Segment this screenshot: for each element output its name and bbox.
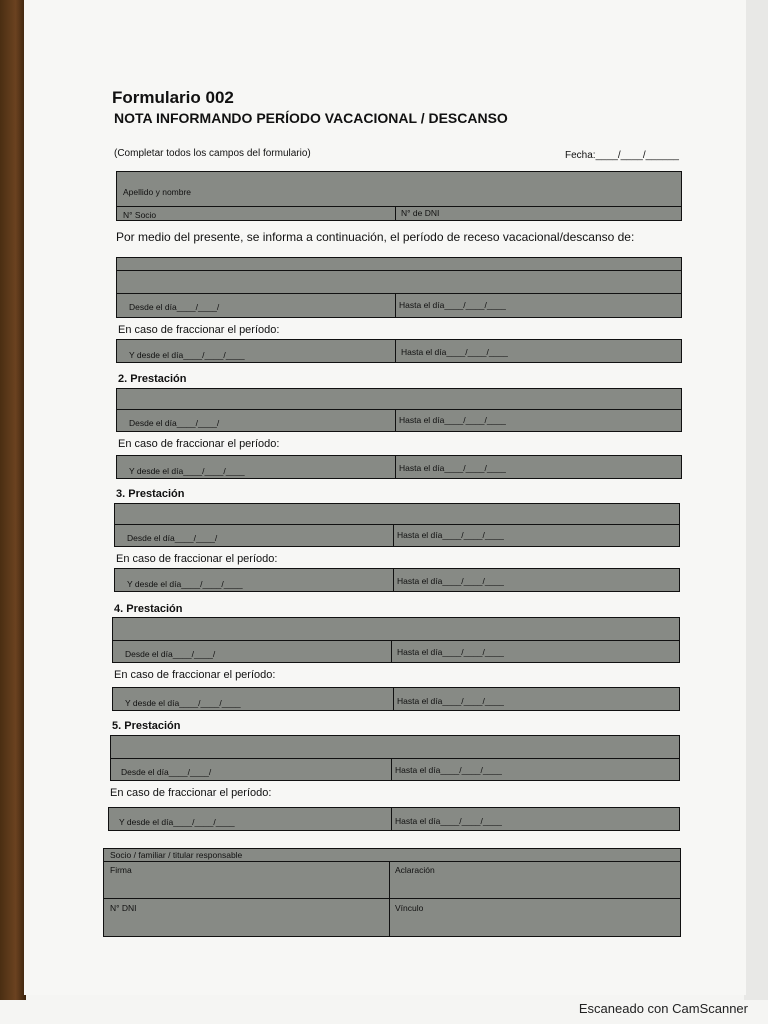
signature-header: Socio / familiar / titular responsable xyxy=(110,850,243,860)
desde-field[interactable]: Desde el día____/____/ xyxy=(121,767,212,777)
column-divider xyxy=(391,758,392,780)
column-divider xyxy=(395,456,396,478)
form-instructions: (Completar todos los campos del formulario) xyxy=(114,148,311,159)
fraccionar-label: En caso de fraccionar el período: xyxy=(118,438,280,450)
hasta-field[interactable]: Hasta el día____/____/____ xyxy=(395,765,502,775)
dni-signature-field[interactable]: N° DNI xyxy=(110,903,137,913)
intro-text: Por medio del presente, se informa a continuación, el período de receso vacacional/descanso de: xyxy=(116,230,635,244)
column-divider xyxy=(395,206,396,220)
prestacion-box xyxy=(112,617,680,663)
fraccionar-label: En caso de fraccionar el período: xyxy=(118,324,280,336)
background-right xyxy=(744,0,768,1000)
column-divider xyxy=(395,409,396,431)
section-title: 3. Prestación xyxy=(116,488,185,500)
column-divider xyxy=(393,524,394,546)
y-desde-field[interactable]: Y desde el día____/____/____ xyxy=(129,466,245,476)
firma-field[interactable]: Firma xyxy=(110,865,132,875)
section-title: 4. Prestación xyxy=(114,603,183,615)
row-divider xyxy=(104,898,680,899)
signature-box xyxy=(103,848,681,937)
hasta-field[interactable]: Hasta el día____/____/____ xyxy=(397,530,504,540)
background-wood xyxy=(0,0,26,1000)
y-hasta-field[interactable]: Hasta el día____/____/____ xyxy=(399,463,506,473)
fraccion-box xyxy=(116,339,682,363)
fraccion-box xyxy=(116,455,682,479)
fraccion-box xyxy=(114,568,680,592)
desde-field[interactable]: Desde el día____/____/ xyxy=(125,649,216,659)
hasta-field[interactable]: Hasta el día____/____/____ xyxy=(399,415,506,425)
prestacion-box xyxy=(116,388,682,432)
row-divider xyxy=(113,640,679,641)
row-divider xyxy=(117,206,681,207)
column-divider xyxy=(391,640,392,662)
row-divider xyxy=(111,758,679,759)
column-divider xyxy=(393,569,394,591)
fraccion-box xyxy=(112,687,680,711)
fraccionar-label: En caso de fraccionar el período: xyxy=(116,553,278,565)
prestacion-box xyxy=(116,270,682,318)
row-divider xyxy=(117,409,681,410)
desde-field[interactable]: Desde el día____/____/ xyxy=(129,418,220,428)
y-desde-field[interactable]: Y desde el día____/____/____ xyxy=(127,579,243,589)
y-hasta-field[interactable]: Hasta el día____/____/____ xyxy=(397,696,504,706)
column-divider xyxy=(393,688,394,710)
fraccion-box xyxy=(108,807,680,831)
row-divider xyxy=(117,293,681,294)
column-divider xyxy=(395,293,396,317)
vinculo-field[interactable]: Vínculo xyxy=(395,903,424,913)
y-hasta-field[interactable]: Hasta el día____/____/____ xyxy=(397,576,504,586)
desde-field[interactable]: Desde el día____/____/ xyxy=(129,302,220,312)
personal-data-box xyxy=(116,171,682,221)
y-hasta-field[interactable]: Hasta el día____/____/____ xyxy=(395,816,502,826)
section-title: 5. Prestación xyxy=(112,720,181,732)
y-hasta-field[interactable]: Hasta el día____/____/____ xyxy=(401,347,508,357)
socio-field[interactable]: N° Socio xyxy=(123,210,157,220)
hasta-field[interactable]: Hasta el día____/____/____ xyxy=(397,647,504,657)
fecha-field[interactable]: Fecha:____/____/______ xyxy=(565,150,679,161)
prestacion-box xyxy=(110,735,680,781)
fraccionar-label: En caso de fraccionar el período: xyxy=(110,787,272,799)
aclaracion-field[interactable]: Aclaración xyxy=(395,865,435,875)
y-desde-field[interactable]: Y desde el día____/____/____ xyxy=(119,817,235,827)
y-desde-field[interactable]: Y desde el día____/____/____ xyxy=(129,350,245,360)
column-divider xyxy=(391,808,392,830)
apellido-field[interactable]: Apellido y nombre xyxy=(123,187,192,197)
prestacion-box xyxy=(114,503,680,547)
desde-field[interactable]: Desde el día____/____/ xyxy=(127,533,218,543)
column-divider xyxy=(395,340,396,362)
section-title: 2. Prestación xyxy=(118,373,187,385)
row-divider xyxy=(115,524,679,525)
y-desde-field[interactable]: Y desde el día____/____/____ xyxy=(125,698,241,708)
form-subtitle: NOTA INFORMANDO PERÍODO VACACIONAL / DESCANSO xyxy=(114,110,508,126)
dni-field[interactable]: N° de DNI xyxy=(401,208,440,218)
row-divider xyxy=(104,861,680,862)
form-title: Formulario 002 xyxy=(112,88,234,107)
hasta-field[interactable]: Hasta el día____/____/____ xyxy=(399,300,506,310)
fraccionar-label: En caso de fraccionar el período: xyxy=(114,669,276,681)
scanner-watermark: Escaneado con CamScanner xyxy=(578,1001,748,1016)
